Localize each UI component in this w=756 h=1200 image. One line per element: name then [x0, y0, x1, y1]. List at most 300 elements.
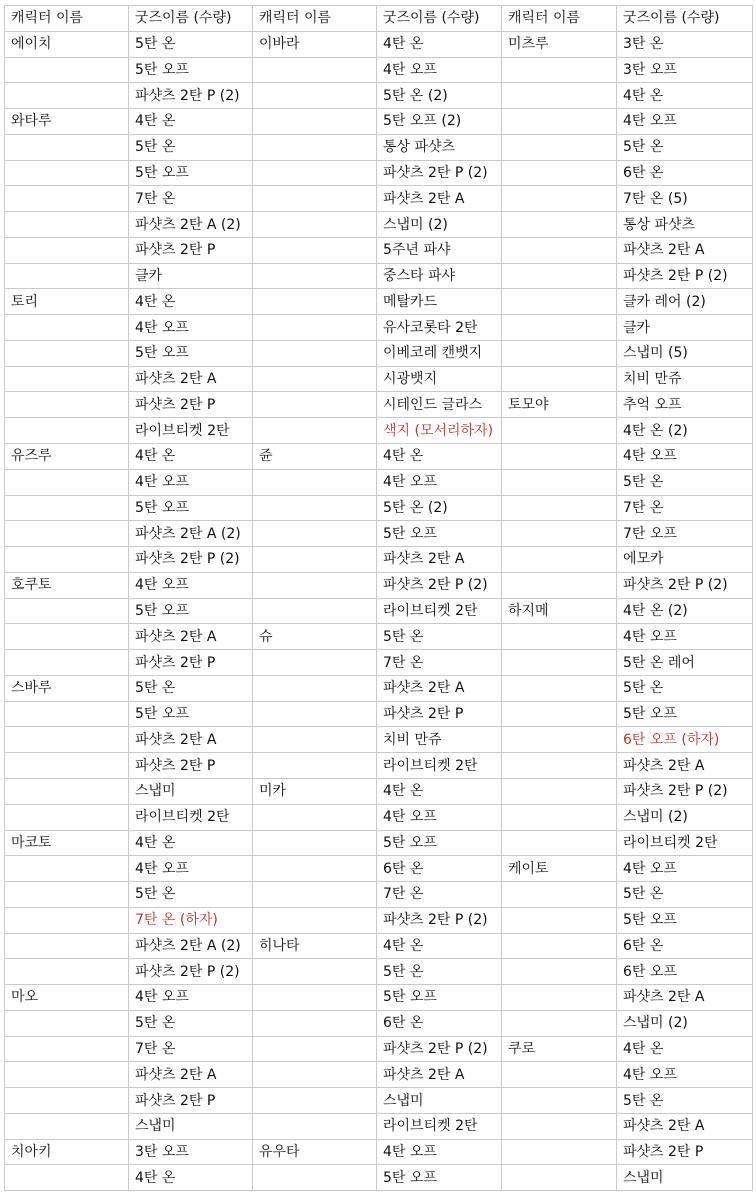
character-name-cell: [5, 134, 129, 160]
goods-name-cell: 5탄 오프 (2): [377, 109, 502, 135]
character-name-cell: 쿠로: [502, 1036, 617, 1062]
character-name-cell: [5, 907, 129, 933]
table-row: [5, 186, 753, 212]
goods-name-cell: 4탄 온 (2): [617, 418, 753, 444]
character-name-cell: [253, 675, 377, 701]
goods-name-cell: 7탄 온: [129, 1036, 253, 1062]
character-name-cell: [5, 469, 129, 495]
character-name-cell: [253, 1088, 377, 1114]
character-name-cell: 미츠루: [502, 31, 617, 57]
character-name-cell: [253, 882, 377, 908]
table-row: [5, 366, 753, 392]
table-row: [5, 418, 753, 444]
character-name-cell: [502, 1113, 617, 1139]
goods-name-cell: 4탄 온: [377, 31, 502, 57]
character-name-cell: [502, 675, 617, 701]
character-name-cell: [502, 315, 617, 341]
character-name-cell: [5, 521, 129, 547]
goods-name-cell: 파샷츠 2탄 P: [129, 1088, 253, 1114]
goods-name-cell: 파샷츠 2탄 A: [617, 1113, 753, 1139]
table-row: [5, 547, 753, 573]
character-name-cell: [253, 701, 377, 727]
character-name-cell: [253, 366, 377, 392]
character-name-cell: 케이토: [502, 856, 617, 882]
goods-name-cell: 5탄 오프: [129, 57, 253, 83]
goods-name-cell: 4탄 온: [129, 830, 253, 856]
character-name-cell: [5, 1165, 129, 1191]
goods-name-cell: 파샷츠 2탄 P: [129, 237, 253, 263]
goods-name-cell: 5탄 온: [129, 31, 253, 57]
goods-name-cell: 치비 만쥬: [377, 727, 502, 753]
character-name-cell: [502, 160, 617, 186]
character-name-cell: [5, 418, 129, 444]
goods-name-cell: 5탄 온: [617, 1088, 753, 1114]
goods-name-cell: 7탄 온 (5): [617, 186, 753, 212]
character-name-cell: [5, 1036, 129, 1062]
character-name-cell: [5, 160, 129, 186]
goods-name-cell: 5탄 오프: [617, 907, 753, 933]
goods-name-cell: 5탄 온 (2): [377, 495, 502, 521]
goods-name-cell: 파샷츠 2탄 A: [129, 1062, 253, 1088]
character-name-cell: [502, 57, 617, 83]
character-name-cell: 쥰: [253, 444, 377, 470]
goods-name-cell: 파샷츠 2탄 A: [377, 675, 502, 701]
character-name-cell: [502, 469, 617, 495]
goods-name-cell: 파샷츠 2탄 A (2): [129, 212, 253, 238]
character-name-cell: [502, 753, 617, 779]
character-name-cell: [5, 340, 129, 366]
table-row: [5, 444, 753, 470]
goods-name-cell: 파샷츠 2탄 P (2): [377, 572, 502, 598]
character-name-cell: [253, 1010, 377, 1036]
table-row: [5, 1062, 753, 1088]
table-row: [5, 598, 753, 624]
character-name-cell: 히나타: [253, 933, 377, 959]
table-row: [5, 1165, 753, 1191]
goods-name-cell: 3탄 오프: [129, 1139, 253, 1165]
goods-name-cell: 클카: [617, 315, 753, 341]
character-name-cell: 치아키: [5, 1139, 129, 1165]
table-row: [5, 959, 753, 985]
goods-name-cell: 스냅미 (2): [377, 212, 502, 238]
character-name-cell: [502, 263, 617, 289]
character-name-cell: [253, 109, 377, 135]
character-name-cell: [253, 263, 377, 289]
character-name-cell: [502, 727, 617, 753]
goods-name-cell: 6탄 오프: [617, 959, 753, 985]
table-row: [5, 31, 753, 57]
goods-name-cell: 6탄 오프 (하자): [617, 727, 753, 753]
goods-name-cell: 5탄 온 (2): [377, 83, 502, 109]
character-name-cell: [502, 289, 617, 315]
goods-name-cell: 에모카: [617, 547, 753, 573]
character-name-cell: [253, 57, 377, 83]
table-row: [5, 263, 753, 289]
goods-name-cell: 파샷츠 2탄 P (2): [377, 1036, 502, 1062]
character-name-cell: [253, 495, 377, 521]
goods-name-cell: 라이브티켓 2탄: [377, 1113, 502, 1139]
goods-name-cell: 4탄 온: [377, 933, 502, 959]
goods-name-cell: 통상 파샷츠: [377, 134, 502, 160]
character-name-cell: [253, 572, 377, 598]
goods-name-cell: 유사코롯타 2탄: [377, 315, 502, 341]
goods-name-cell: 5탄 오프: [129, 340, 253, 366]
goods-name-cell: 파샷츠 2탄 P: [129, 392, 253, 418]
table-row: [5, 521, 753, 547]
table-row: [5, 495, 753, 521]
character-name-cell: [5, 212, 129, 238]
goods-name-cell: 4탄 온: [617, 83, 753, 109]
table-row: [5, 109, 753, 135]
table-row: [5, 237, 753, 263]
character-name-cell: [5, 856, 129, 882]
character-name-cell: [253, 959, 377, 985]
goods-name-cell: 7탄 오프: [617, 521, 753, 547]
table-row: [5, 804, 753, 830]
goods-name-cell: 라이브티켓 2탄: [377, 598, 502, 624]
character-name-cell: [253, 315, 377, 341]
goods-name-cell: 4탄 오프: [129, 856, 253, 882]
goods-name-cell: 라이브티켓 2탄: [129, 804, 253, 830]
character-name-cell: [502, 804, 617, 830]
character-name-cell: [5, 495, 129, 521]
character-name-cell: 슈: [253, 624, 377, 650]
character-name-cell: [502, 1139, 617, 1165]
character-name-cell: [5, 1088, 129, 1114]
goods-name-cell: 4탄 오프: [617, 1062, 753, 1088]
goods-name-cell: 4탄 오프: [617, 109, 753, 135]
table-row: [5, 778, 753, 804]
table-row: [5, 572, 753, 598]
character-name-cell: [253, 727, 377, 753]
character-name-cell: [502, 701, 617, 727]
header-goods-name-1: 굿즈이름 (수량): [129, 6, 253, 32]
character-name-cell: [502, 418, 617, 444]
character-name-cell: [5, 186, 129, 212]
goods-name-cell: 파샷츠 2탄 P (2): [129, 547, 253, 573]
goods-name-cell: 5탄 오프: [129, 598, 253, 624]
goods-name-cell: 5탄 온: [617, 882, 753, 908]
table-row: [5, 985, 753, 1011]
character-name-cell: [5, 753, 129, 779]
character-name-cell: [253, 650, 377, 676]
goods-name-cell: 시테인드 글라스: [377, 392, 502, 418]
character-name-cell: [502, 1165, 617, 1191]
table-body: [5, 31, 753, 1190]
character-name-cell: 미카: [253, 778, 377, 804]
goods-name-cell: 4탄 오프: [617, 444, 753, 470]
goods-name-cell: 4탄 오프: [617, 624, 753, 650]
goods-name-cell: 7탄 온: [377, 650, 502, 676]
goods-name-cell: 파샷츠 2탄 A: [129, 366, 253, 392]
character-name-cell: [253, 340, 377, 366]
goods-name-cell: 4탄 온: [129, 444, 253, 470]
character-name-cell: [5, 624, 129, 650]
goods-name-cell: 5탄 온: [377, 624, 502, 650]
goods-name-cell: 4탄 오프: [377, 804, 502, 830]
goods-name-cell: 파샷츠 2탄 A: [617, 985, 753, 1011]
character-name-cell: [5, 366, 129, 392]
character-name-cell: [502, 444, 617, 470]
goods-name-cell: 파샷츠 2탄 P (2): [617, 778, 753, 804]
goods-name-cell: 파샷츠 2탄 P: [377, 701, 502, 727]
character-name-cell: [502, 134, 617, 160]
goods-name-cell: 클카: [129, 263, 253, 289]
table-row: [5, 83, 753, 109]
goods-name-cell: 4탄 오프: [129, 572, 253, 598]
header-goods-name-3: 굿즈이름 (수량): [617, 6, 753, 32]
goods-name-cell: 파샷츠 2탄 P (2): [129, 83, 253, 109]
goods-name-cell: 3탄 온: [617, 31, 753, 57]
goods-name-cell: 파샷츠 2탄 P (2): [129, 959, 253, 985]
character-name-cell: [502, 959, 617, 985]
table-row: [5, 160, 753, 186]
goods-name-cell: 스냅미: [129, 778, 253, 804]
table-row: [5, 856, 753, 882]
character-name-cell: [5, 83, 129, 109]
goods-name-cell: 파샷츠 2탄 P: [129, 650, 253, 676]
goods-name-cell: 파샷츠 2탄 A (2): [129, 521, 253, 547]
goods-name-cell: 4탄 오프: [129, 469, 253, 495]
character-name-cell: [5, 392, 129, 418]
character-name-cell: [253, 907, 377, 933]
goods-name-cell: 파샷츠 2탄 A: [617, 753, 753, 779]
character-name-cell: [502, 495, 617, 521]
table-row: [5, 212, 753, 238]
character-name-cell: [253, 186, 377, 212]
table-row: [5, 1139, 753, 1165]
character-name-cell: [253, 1036, 377, 1062]
goods-name-cell: 추억 오프: [617, 392, 753, 418]
goods-name-cell: 4탄 온: [617, 1036, 753, 1062]
goods-name-cell: 파샷츠 2탄 P (2): [377, 907, 502, 933]
goods-name-cell: 4탄 온: [129, 289, 253, 315]
character-name-cell: [253, 237, 377, 263]
character-name-cell: [502, 985, 617, 1011]
goods-name-cell: 파샷츠 2탄 A (2): [129, 933, 253, 959]
character-name-cell: 호쿠토: [5, 572, 129, 598]
character-name-cell: [5, 778, 129, 804]
goods-name-cell: 파샷츠 2탄 A: [377, 1062, 502, 1088]
goods-name-cell: 시광뱃지: [377, 366, 502, 392]
character-name-cell: [502, 212, 617, 238]
goods-name-cell: 파샷츠 2탄 P: [129, 753, 253, 779]
goods-name-cell: 파샷츠 2탄 A: [377, 547, 502, 573]
goods-name-cell: 5탄 온: [617, 469, 753, 495]
character-name-cell: [5, 1113, 129, 1139]
character-name-cell: [502, 521, 617, 547]
header-row: [5, 6, 753, 32]
header-character-name-3: 캐릭터 이름: [502, 6, 617, 32]
goods-name-cell: 통상 파샷츠: [617, 212, 753, 238]
goods-name-cell: 7탄 온: [129, 186, 253, 212]
character-name-cell: [5, 882, 129, 908]
character-name-cell: [502, 1088, 617, 1114]
goods-name-cell: 5탄 오프: [617, 701, 753, 727]
goods-name-cell: 4탄 온 (2): [617, 598, 753, 624]
goods-name-cell: 5탄 온: [129, 134, 253, 160]
table-row: [5, 315, 753, 341]
table-row: [5, 340, 753, 366]
goods-name-cell: 4탄 오프: [377, 469, 502, 495]
goods-name-cell: 7탄 온: [617, 495, 753, 521]
goods-name-cell: 4탄 오프: [617, 856, 753, 882]
character-name-cell: [5, 263, 129, 289]
character-name-cell: [502, 83, 617, 109]
goods-name-cell: 스냅미 (2): [617, 1010, 753, 1036]
goods-name-cell: 파샷츠 2탄 P: [617, 1139, 753, 1165]
character-name-cell: [5, 701, 129, 727]
character-name-cell: [502, 237, 617, 263]
character-name-cell: [502, 830, 617, 856]
goods-name-cell: 7탄 온: [377, 882, 502, 908]
goods-name-cell: 파샷츠 2탄 P (2): [617, 572, 753, 598]
table-row: [5, 830, 753, 856]
goods-name-cell: 스냅미: [617, 1165, 753, 1191]
character-name-cell: [253, 521, 377, 547]
character-name-cell: [502, 340, 617, 366]
table-row: [5, 650, 753, 676]
character-name-cell: [502, 778, 617, 804]
goods-name-cell: 4탄 온: [129, 109, 253, 135]
header-goods-name-2: 굿즈이름 (수량): [377, 6, 502, 32]
character-name-cell: [5, 804, 129, 830]
character-name-cell: 토모야: [502, 392, 617, 418]
goods-name-cell: 5탄 온: [129, 1010, 253, 1036]
goods-name-cell: 5탄 오프: [377, 830, 502, 856]
character-name-cell: [253, 392, 377, 418]
goods-name-cell: 5탄 온: [617, 675, 753, 701]
goods-inventory-table: [4, 5, 753, 1191]
character-name-cell: [502, 366, 617, 392]
goods-name-cell: 파샷츠 2탄 A: [377, 186, 502, 212]
character-name-cell: [253, 289, 377, 315]
goods-name-cell: 5탄 오프: [377, 985, 502, 1011]
goods-name-cell: 스냅미: [377, 1088, 502, 1114]
goods-name-cell: 클카 레어 (2): [617, 289, 753, 315]
table-row: [5, 624, 753, 650]
goods-name-cell: 4탄 오프: [377, 1139, 502, 1165]
character-name-cell: [5, 237, 129, 263]
header-character-name-1: 캐릭터 이름: [5, 6, 129, 32]
goods-name-cell: 6탄 온: [377, 856, 502, 882]
character-name-cell: 토리: [5, 289, 129, 315]
table-row: [5, 753, 753, 779]
character-name-cell: [253, 469, 377, 495]
goods-name-cell: 5탄 오프: [377, 521, 502, 547]
character-name-cell: [5, 933, 129, 959]
table-row: [5, 882, 753, 908]
goods-name-cell: 4탄 오프: [377, 57, 502, 83]
character-name-cell: [253, 856, 377, 882]
character-name-cell: [5, 598, 129, 624]
header-character-name-2: 캐릭터 이름: [253, 6, 377, 32]
goods-name-cell: 5탄 온: [129, 675, 253, 701]
goods-name-cell: 5탄 오프: [377, 1165, 502, 1191]
table-row: [5, 1088, 753, 1114]
goods-name-cell: 4탄 온: [129, 1165, 253, 1191]
character-name-cell: [253, 160, 377, 186]
goods-name-cell: 4탄 오프: [129, 315, 253, 341]
character-name-cell: [5, 727, 129, 753]
character-name-cell: 하지메: [502, 598, 617, 624]
table-row: [5, 1113, 753, 1139]
character-name-cell: [5, 547, 129, 573]
character-name-cell: [253, 1165, 377, 1191]
goods-name-cell: 스냅미 (2): [617, 804, 753, 830]
character-name-cell: 유즈루: [5, 444, 129, 470]
goods-name-cell: 3탄 오프: [617, 57, 753, 83]
goods-name-cell: 6탄 온: [377, 1010, 502, 1036]
goods-name-cell: 5탄 오프: [129, 160, 253, 186]
goods-name-cell: 파샷츠 2탄 A: [129, 727, 253, 753]
character-name-cell: [253, 83, 377, 109]
character-name-cell: 에이치: [5, 31, 129, 57]
character-name-cell: [502, 186, 617, 212]
table-row: [5, 134, 753, 160]
character-name-cell: [502, 1010, 617, 1036]
character-name-cell: [253, 547, 377, 573]
goods-name-cell: 라이브티켓 2탄: [617, 830, 753, 856]
character-name-cell: 마오: [5, 985, 129, 1011]
table-row: [5, 1010, 753, 1036]
character-name-cell: [253, 212, 377, 238]
goods-name-cell: 5탄 오프: [129, 701, 253, 727]
table-row: [5, 289, 753, 315]
table-row: [5, 933, 753, 959]
table-row: [5, 57, 753, 83]
character-name-cell: [253, 985, 377, 1011]
goods-name-cell: 이베코레 캔뱃지: [377, 340, 502, 366]
goods-name-cell: 스냅미 (5): [617, 340, 753, 366]
character-name-cell: [502, 933, 617, 959]
character-name-cell: 스바루: [5, 675, 129, 701]
character-name-cell: [502, 109, 617, 135]
goods-name-cell: 라이브티켓 2탄: [377, 753, 502, 779]
goods-name-cell: 스냅미: [129, 1113, 253, 1139]
character-name-cell: [253, 1062, 377, 1088]
table-row: [5, 907, 753, 933]
character-name-cell: [5, 1062, 129, 1088]
table-row: [5, 701, 753, 727]
goods-name-cell: 파샷츠 2탄 A: [617, 237, 753, 263]
goods-name-cell: 중스타 파샤: [377, 263, 502, 289]
goods-name-cell: 5주년 파샤: [377, 237, 502, 263]
character-name-cell: 와타루: [5, 109, 129, 135]
character-name-cell: [253, 1113, 377, 1139]
goods-name-cell: 4탄 온: [377, 778, 502, 804]
character-name-cell: 유우타: [253, 1139, 377, 1165]
character-name-cell: [502, 1062, 617, 1088]
goods-name-cell: 라이브티켓 2탄: [129, 418, 253, 444]
character-name-cell: [502, 882, 617, 908]
character-name-cell: 이바라: [253, 31, 377, 57]
character-name-cell: [253, 830, 377, 856]
goods-name-cell: 메탈카드: [377, 289, 502, 315]
goods-name-cell: 파샷츠 2탄 A: [129, 624, 253, 650]
character-name-cell: [502, 547, 617, 573]
goods-name-cell: 5탄 온 레어: [617, 650, 753, 676]
goods-name-cell: 6탄 온: [617, 933, 753, 959]
character-name-cell: [502, 907, 617, 933]
table-row: [5, 727, 753, 753]
character-name-cell: [253, 753, 377, 779]
character-name-cell: [5, 959, 129, 985]
table-row: [5, 675, 753, 701]
character-name-cell: [253, 418, 377, 444]
table-row: [5, 1036, 753, 1062]
goods-name-cell: 5탄 온: [377, 959, 502, 985]
